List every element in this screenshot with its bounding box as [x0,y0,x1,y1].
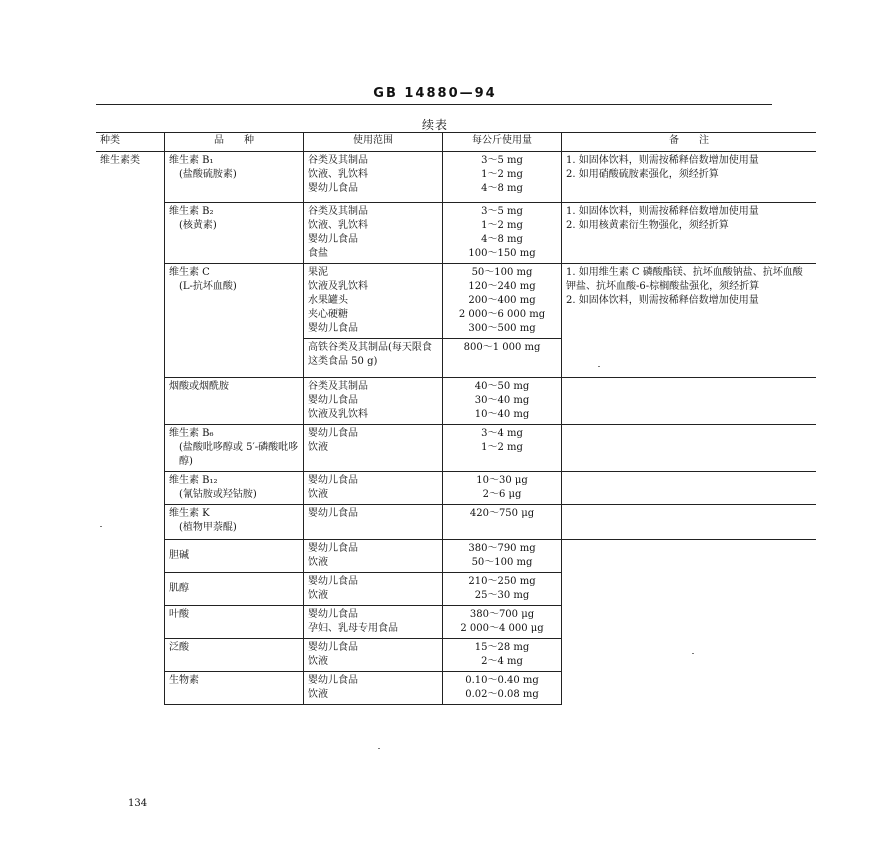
table-row [96,505,816,540]
notes-cell [562,203,817,264]
amount-cell [443,203,562,264]
variety-cell [165,264,304,378]
amount-item: 25～30 mg [474,590,530,601]
amount-item: 420～750 μg [469,508,535,519]
variety-cell [165,505,304,540]
scope-item: 饮液、乳饮料 [308,220,368,231]
variety-cell [165,606,304,639]
table-header-row [96,133,816,152]
variety-cell [165,203,304,264]
scope-item: 婴幼儿食品 [308,543,358,554]
amount-item: 380～790 mg [468,543,536,554]
scope-cell [304,152,443,203]
variety-cell [165,639,304,672]
col-header-amount: 每公斤使用量 [443,133,562,152]
amount-item: 1～2 mg [481,220,523,231]
variety-cell [165,378,304,425]
amount-cell [443,378,562,425]
scope-item: 饮液 [308,689,328,700]
col-header-variety: 品 种 [165,133,304,152]
notes-cell [562,152,817,203]
variety-name: 维生素 B₁ [169,155,214,166]
scope-item: 婴幼儿食品 [308,508,358,519]
amount-item: 0.02～0.08 mg [465,689,539,700]
scope-cell [304,540,443,573]
scope-item: 婴幼儿食品 [308,395,358,406]
amount-item: 50～100 mg [471,267,533,278]
variety-name: 维生素 B₆ [169,428,214,439]
note-item: 1. 如固体饮料，则需按稀释倍数增加使用量 [566,155,759,166]
scope-cell [304,505,443,540]
variety-name: 泛酸 [169,642,189,653]
variety-sub: (氰钴胺或羟钴胺) [179,489,257,500]
amount-item: 3～5 mg [481,155,523,166]
notes-cell [562,505,817,540]
scan-speck [100,526,102,527]
variety-cell [165,152,304,203]
category-cell: 维生素类 [96,152,165,705]
amount-item: 200～400 mg [468,295,536,306]
scope-item: 婴幼儿食品 [308,323,358,334]
variety-name: 维生素 K [169,508,210,519]
scope-item: 高铁谷类及其制品(每天限食这类食品 50 g) [308,342,432,367]
amount-item: 300～500 mg [468,323,536,334]
table-row [96,378,816,425]
amount-item: 10～40 mg [474,409,530,420]
scope-item: 婴幼儿食品 [308,428,358,439]
amount-cell [443,264,562,339]
variety-sub: (植物甲萘醌) [179,522,237,533]
amount-cell [443,472,562,505]
amount-cell [443,672,562,705]
notes-cell [562,472,817,505]
scope-item: 饮液、乳饮料 [308,169,368,180]
page-number: 134 [128,798,148,809]
note-item: 2. 如固体饮料，则需按稀释倍数增加使用量 [566,295,759,306]
notes-cell [562,540,817,705]
standard-code: GB 14880—94 [373,86,497,101]
amount-item: 3～4 mg [481,428,523,439]
scope-item: 饮液及乳饮料 [308,409,368,420]
scope-cell [304,203,443,264]
note-item: 2. 如用核黄素衍生物强化，须经折算 [566,220,729,231]
amount-cell [443,573,562,606]
amount-item: 4～8 mg [481,234,523,245]
scan-speck [692,653,694,654]
variety-name: 肌醇 [169,583,189,594]
amount-item: 30～40 mg [474,395,530,406]
scope-item: 水果罐头 [308,295,348,306]
scope-item: 婴幼儿食品 [308,475,358,486]
scope-item: 夹心硬糖 [308,309,348,320]
variety-name: 胆碱 [169,550,189,561]
amount-cell [443,540,562,573]
table-row [96,203,816,264]
variety-sub: (L-抗坏血酸) [179,281,237,292]
amount-item: 1～2 mg [481,169,523,180]
amount-item: 380～700 μg [469,609,535,620]
table-body [96,152,816,705]
col-header-scope: 使用范围 [304,133,443,152]
scope-item: 婴幼儿食品 [308,183,358,194]
amount-cell [443,606,562,639]
scope-item: 饮液 [308,489,328,500]
header-rule [96,104,772,105]
variety-sub: (核黄素) [179,220,217,231]
variety-cell [165,425,304,472]
scope-item: 果泥 [308,267,328,278]
amount-item: 4～8 mg [481,183,523,194]
scope-cell [304,672,443,705]
amount-item: 100～150 mg [468,248,536,259]
amount-cell [443,152,562,203]
scope-item: 谷类及其制品 [308,206,368,217]
scope-item: 谷类及其制品 [308,155,368,166]
scope-item: 婴幼儿食品 [308,234,358,245]
table-row [96,152,816,203]
fortifier-table [96,132,816,705]
amount-item: 40～50 mg [474,381,530,392]
variety-sub: (盐酸硫胺素) [179,169,237,180]
table-row [96,425,816,472]
amount-item: 800～1 000 mg [463,342,541,353]
scope-item: 婴幼儿食品 [308,609,358,620]
scope-item: 饮液 [308,590,328,601]
notes-cell [562,425,817,472]
scope-cell [304,573,443,606]
variety-name: 维生素 C [169,267,210,278]
amount-item: 3～5 mg [481,206,523,217]
amount-item: 1～2 mg [481,442,523,453]
amount-item: 50～100 mg [471,557,533,568]
scope-item: 孕妇、乳母专用食品 [308,623,398,634]
amount-cell [443,505,562,540]
amount-item: 10～30 μg [476,475,528,486]
amount-item: 0.10～0.40 mg [465,675,539,686]
scope-item: 婴幼儿食品 [308,675,358,686]
note-item: 1. 如用维生素 C 磷酸酯镁、抗坏血酸钠盐、抗坏血酸钾盐、抗坏血酸-6-棕榈酸盐强化，须经折算 [566,267,803,292]
amount-item: 15～28 mg [474,642,530,653]
variety-name: 烟酸或烟酰胺 [169,381,229,392]
scope-item: 饮液 [308,557,328,568]
variety-sub: (盐酸吡哆醇或 5′-磷酸吡哆醇) [179,442,299,467]
scope-cell [304,639,443,672]
variety-cell [165,573,304,606]
amount-item: 2～6 μg [482,489,522,500]
amount-item: 120～240 mg [468,281,536,292]
notes-cell [562,264,817,378]
col-header-category: 种类 [96,133,165,152]
note-item: 1. 如固体饮料，则需按稀释倍数增加使用量 [566,206,759,217]
scope-item: 婴幼儿食品 [308,642,358,653]
amount-item: 2 000～6 000 mg [458,309,546,320]
note-item: 2. 如用硝酸硫胺素强化，须经折算 [566,169,719,180]
variety-name: 叶酸 [169,609,189,620]
scope-item: 婴幼儿食品 [308,576,358,587]
scope-item: 食盐 [308,248,328,259]
table-row [96,540,816,573]
scope-cell [304,472,443,505]
scan-speck [378,748,380,749]
table-row [96,264,816,339]
table-caption: 续表 [421,118,448,132]
amount-cell [443,339,562,378]
variety-name: 生物素 [169,675,199,686]
scope-item: 饮液 [308,442,328,453]
variety-name: 维生素 B₂ [169,206,214,217]
variety-cell [165,472,304,505]
variety-cell [165,672,304,705]
variety-name: 维生素 B₁₂ [169,475,218,486]
amount-item: 2 000～4 000 μg [460,623,544,634]
amount-cell [443,639,562,672]
table-row [96,472,816,505]
variety-cell [165,540,304,573]
scope-item: 谷类及其制品 [308,381,368,392]
scope-item: 饮液及乳饮料 [308,281,368,292]
amount-item: 2～4 mg [481,656,523,667]
notes-cell [562,378,817,425]
scope-cell [304,378,443,425]
scope-cell [304,339,443,378]
scope-cell [304,425,443,472]
scan-speck [598,366,600,367]
amount-item: 210～250 mg [468,576,536,587]
col-header-notes: 备 注 [562,133,817,152]
amount-cell [443,425,562,472]
scope-item: 饮液 [308,656,328,667]
scope-cell [304,264,443,339]
scope-cell [304,606,443,639]
